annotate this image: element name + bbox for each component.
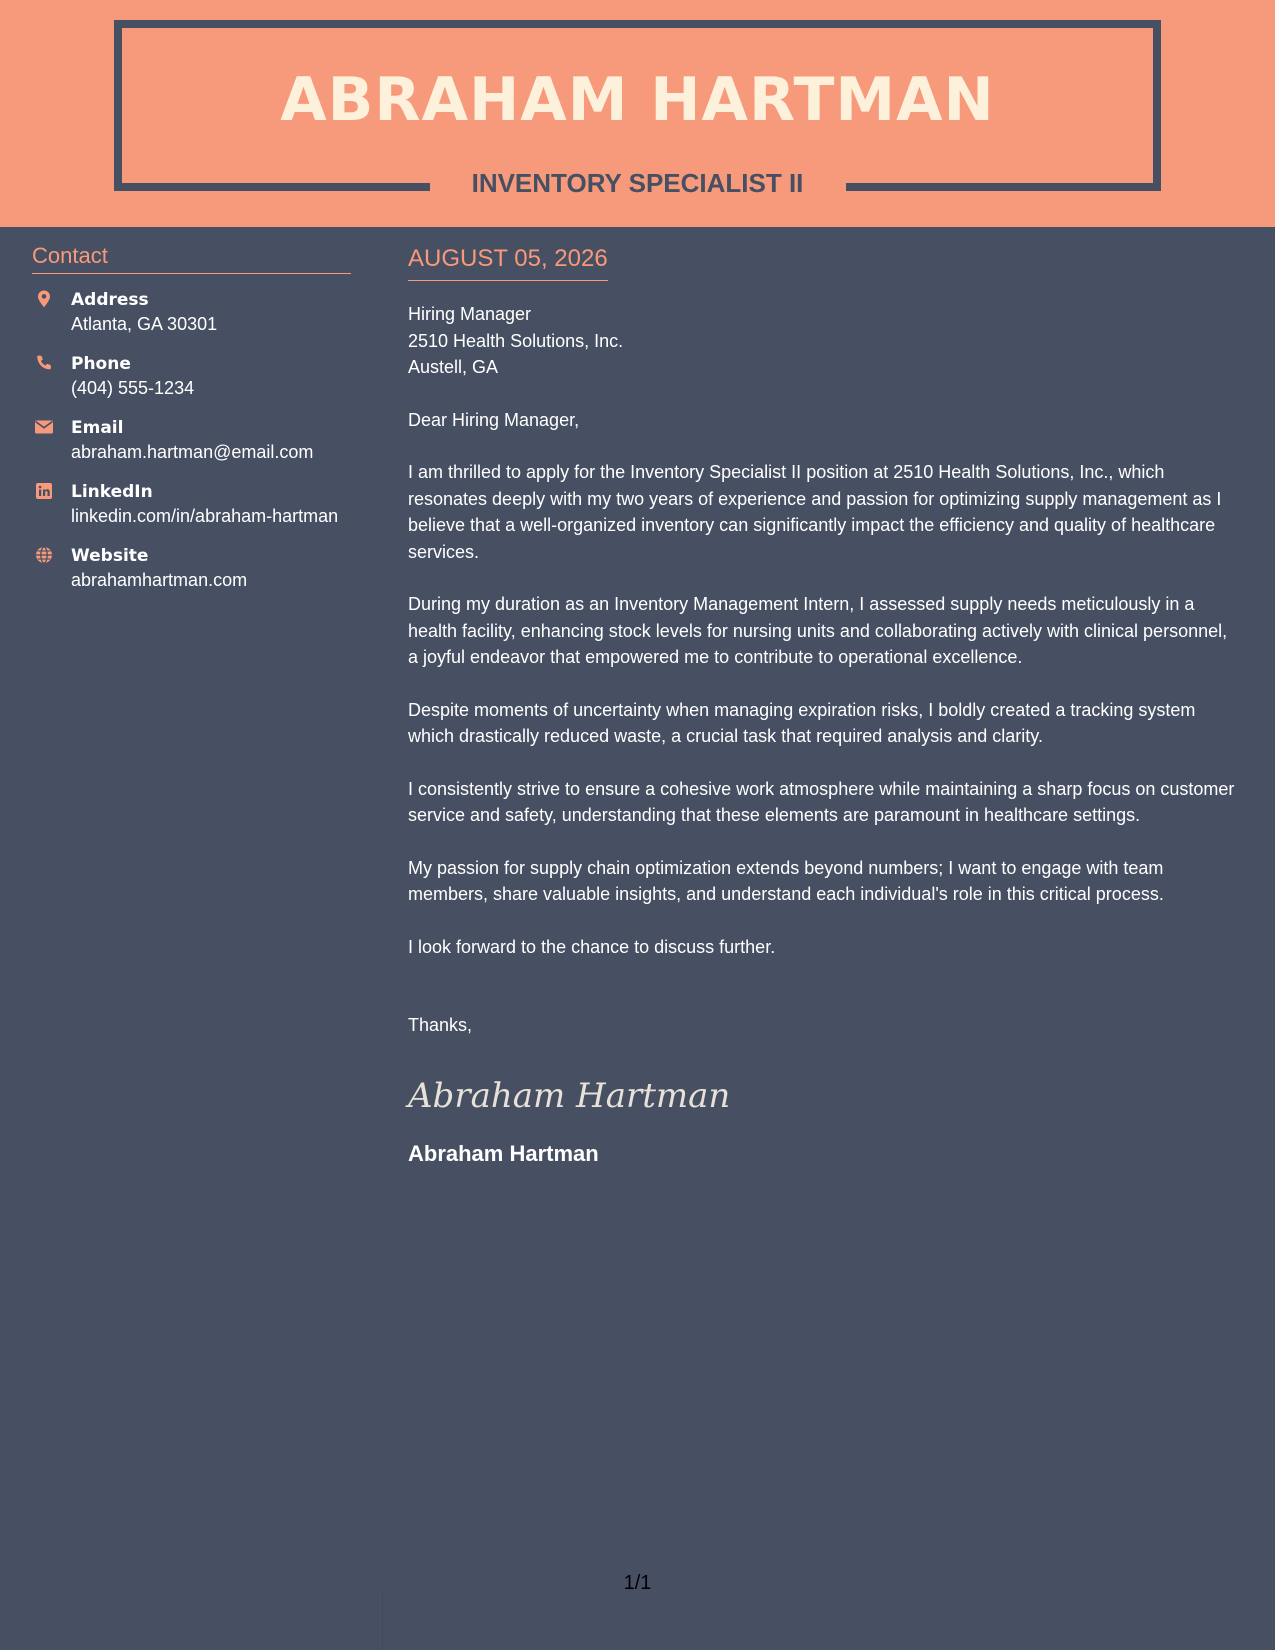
globe-icon [34, 545, 54, 565]
handwritten-signature: Abraham Hartman [408, 1076, 731, 1116]
contact-label: LinkedIn [71, 482, 153, 502]
job-title: INVENTORY SPECIALIST II [471, 168, 804, 198]
recipient-name: Hiring Manager [408, 304, 532, 324]
contact-item-website [32, 544, 351, 592]
letter-paragraph: I look forward to the chance to discuss further. [408, 936, 776, 957]
letter-paragraph: During my duration as an Inventory Management Intern, I assessed supply needs meticulously in a health facility, enhancing stock levels for nursing units and collaborating actively with clinical personnel, a joyful endeavor that empowered me to contribute to operational excellence. [408, 594, 1228, 667]
contact-heading: Contact [32, 243, 351, 274]
recipient-company: 2510 Health Solutions, Inc. [408, 330, 624, 351]
contact-label: Phone [71, 354, 131, 374]
contact-item-linkedin [32, 480, 351, 528]
page-number: 1/1 [623, 1572, 652, 1594]
contact-item-address [32, 288, 351, 336]
letter-date: AUGUST 05, 2026 [408, 243, 608, 281]
phone-icon [34, 353, 54, 373]
contact-value: abrahamhartman.com [71, 570, 248, 590]
header-banner [0, 0, 1275, 227]
salutation: Dear Hiring Manager, [408, 409, 580, 430]
contact-value: (404) 555-1234 [71, 378, 195, 398]
map-pin-icon [34, 289, 54, 309]
signed-name: Abraham Hartman [408, 1141, 599, 1166]
contact-value: abraham.hartman@email.com [71, 442, 314, 462]
recipient-block [408, 301, 1238, 381]
contact-label: Email [71, 418, 124, 438]
closing: Thanks, [408, 1015, 473, 1035]
letter-paragraph: I am thrilled to apply for the Inventory Specialist II position at 2510 Health Solutions, Inc., which resonates deeply with my two years of experience and passion for optimizing supply management as I believe that a well-organized inventory can significantly impact the efficiency and quality of healthcare services. [408, 462, 1222, 562]
letter-body [408, 243, 1238, 1168]
letter-paragraph: Despite moments of uncertainty when managing expiration risks, I boldly created a tracking system which drastically reduced waste, a crucial task that required analysis and clarity. [408, 699, 1196, 746]
linkedin-icon [34, 481, 54, 501]
recipient-location: Austell, GA [408, 357, 499, 377]
letter-paragraph: My passion for supply chain optimization extends beyond numbers; I want to engage with team members, share valuable insights, and understand each individual's role in this critical process. [408, 857, 1164, 904]
contact-item-email [32, 416, 351, 464]
contact-item-phone [32, 352, 351, 400]
contact-label: Website [71, 546, 149, 566]
applicant-name: ABRAHAM HARTMAN [280, 65, 995, 135]
column-divider [382, 1590, 383, 1650]
letter-paragraph: I consistently strive to ensure a cohesive work atmosphere while maintaining a sharp focus on customer service and safety, understanding that these elements are paramount in healthcare settings. [408, 778, 1235, 825]
contact-label: Address [71, 290, 149, 310]
contact-value: Atlanta, GA 30301 [71, 314, 218, 334]
contact-value: linkedin.com/in/abraham-hartman [71, 506, 339, 526]
envelope-icon [34, 417, 54, 437]
contact-sidebar [32, 243, 351, 608]
